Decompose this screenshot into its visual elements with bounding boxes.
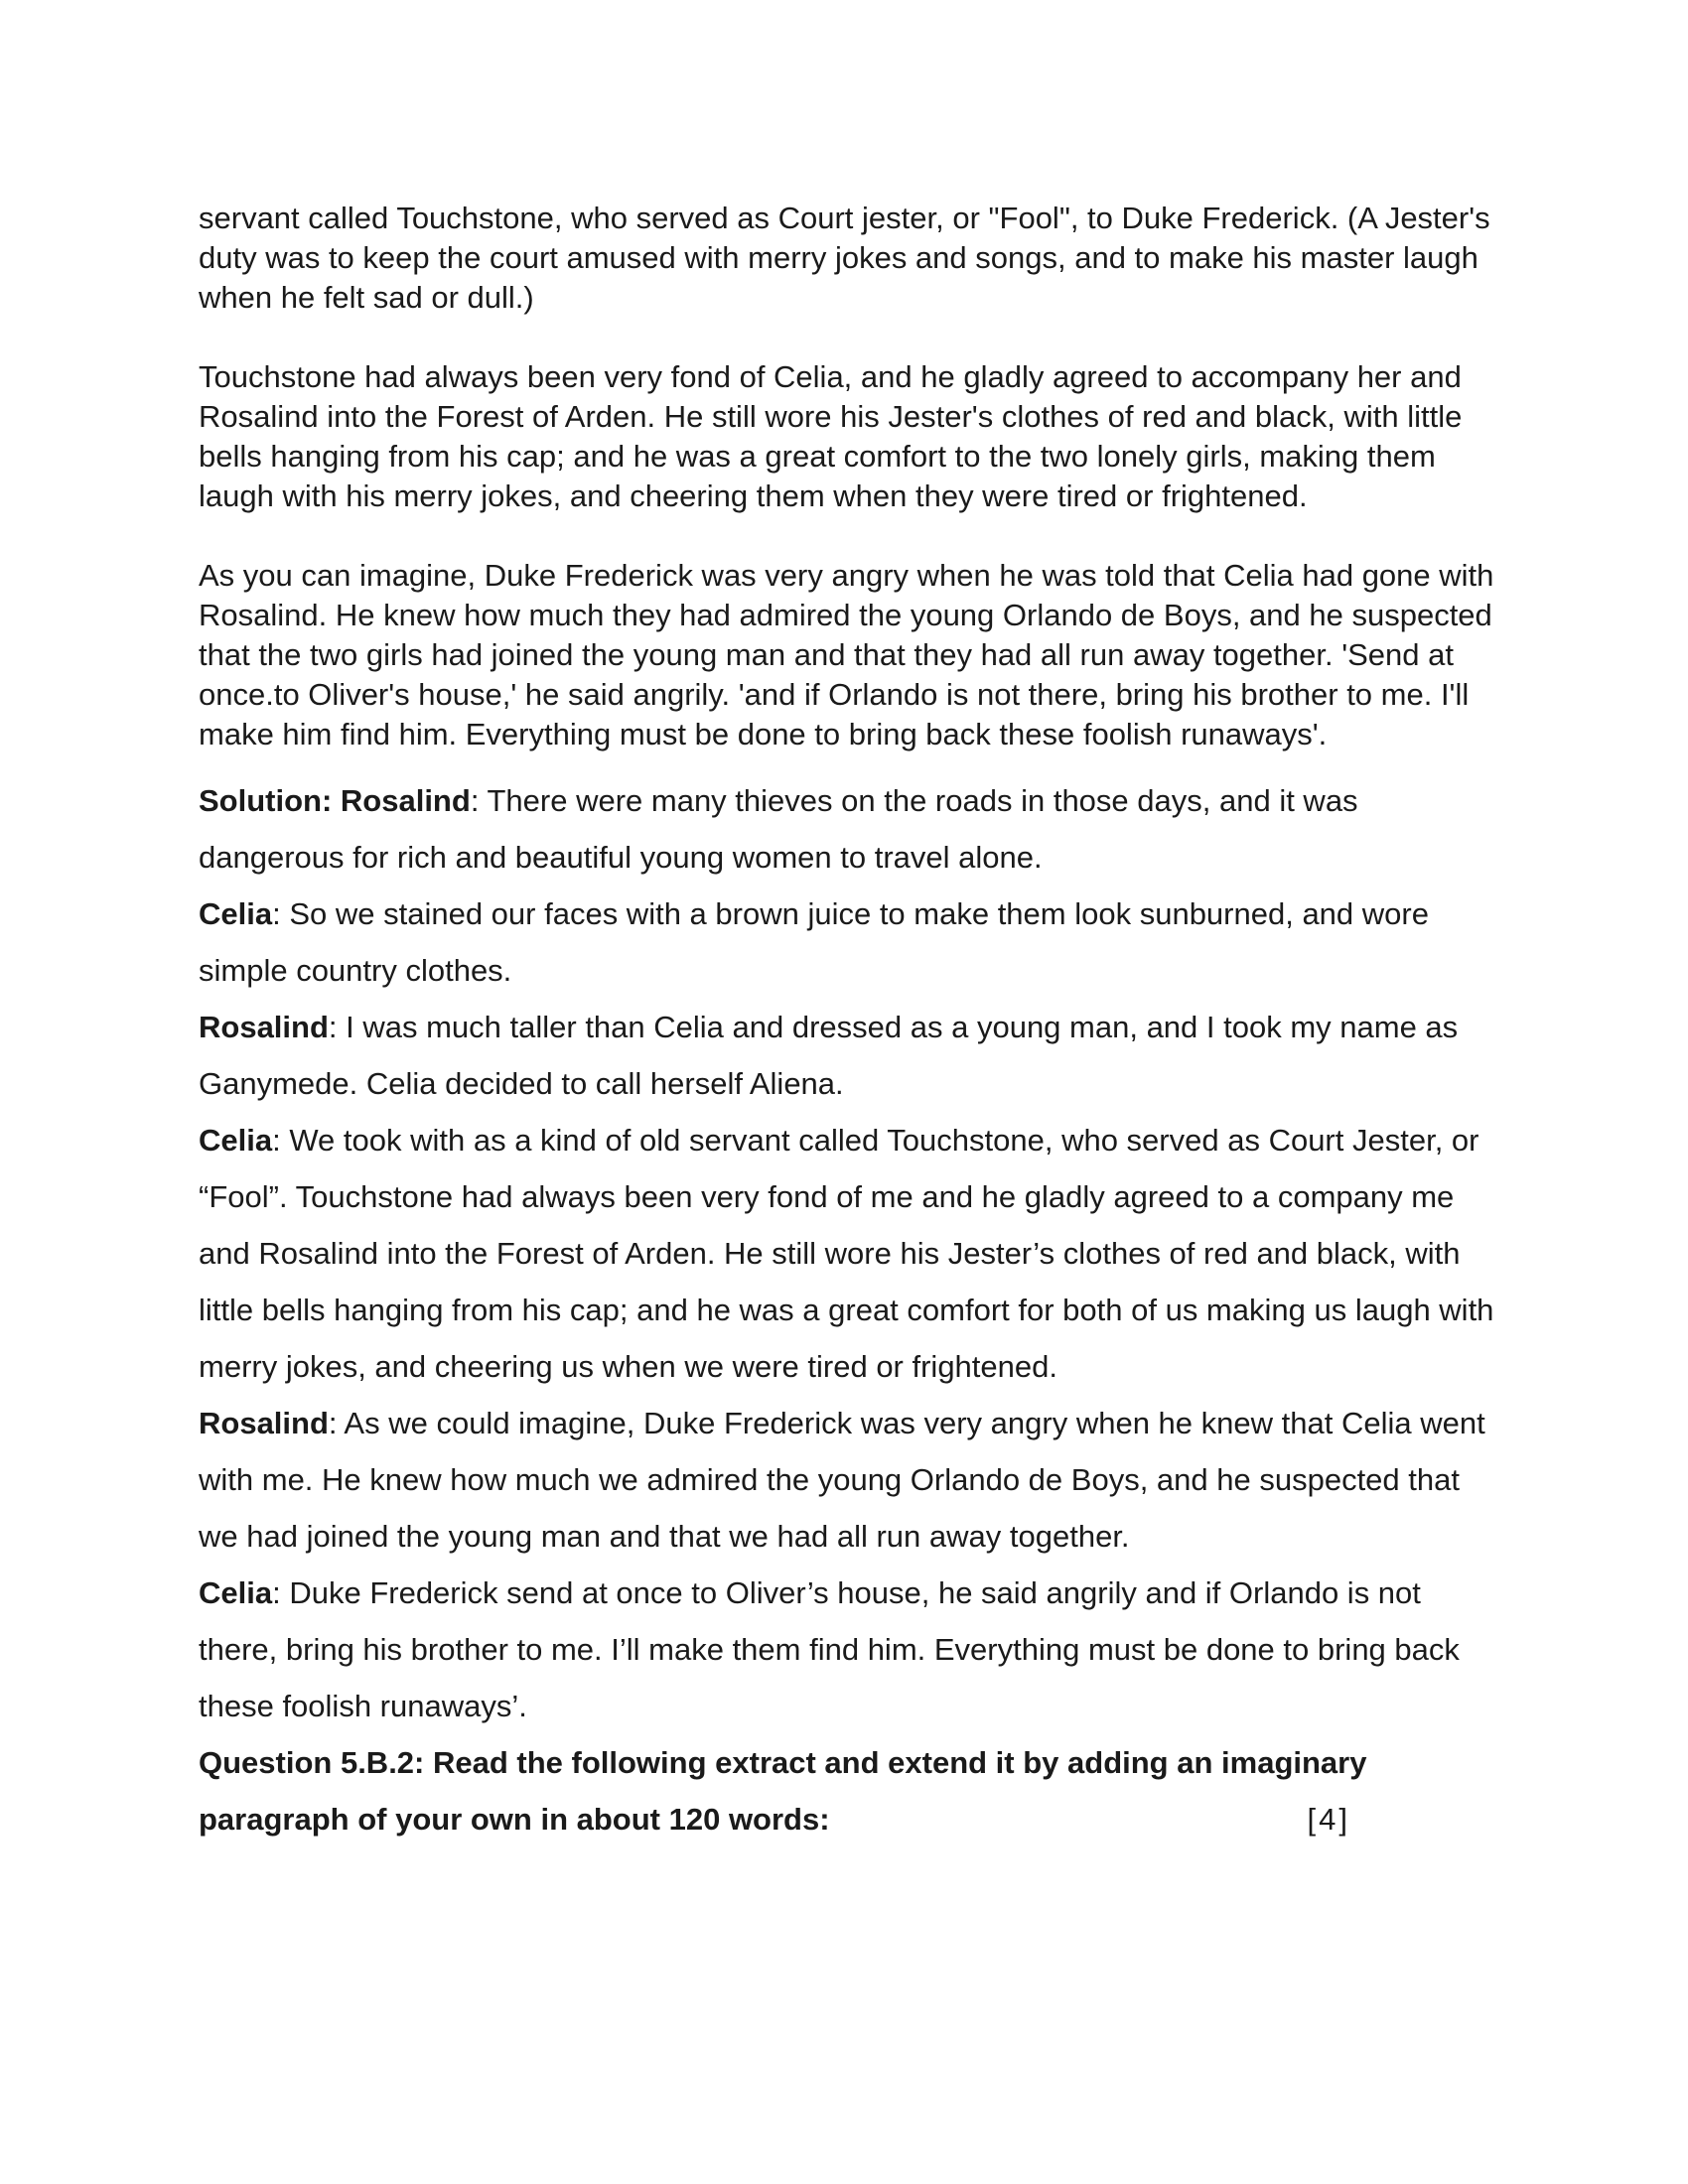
dialogue-text: : As we could imagine, Duke Frederick was very angry when he knew that Celia went with me. He knew how much we admired the young Orlando de Boys, and he suspected that we had joined the young man and that we had all run away together.	[199, 1406, 1485, 1554]
speaker-label: Rosalind	[199, 1010, 329, 1044]
speaker-label: Rosalind	[199, 1406, 329, 1440]
dialogue-line	[199, 772, 1499, 886]
question-heading	[199, 1734, 1499, 1847]
paragraph-touchstone-fond: Touchstone had always been very fond of Celia, and he gladly agreed to accompany her and Rosalind into the Forest of Arden. He still wore his Jester's clothes of red and black, with little bells hanging from his cap; and he was a great comfort to the two lonely girls, making them laugh with his merry jokes, and cheering them when they were tired or frightened.	[199, 359, 1463, 513]
question-text: Question 5.B.2: Read the following extract and extend it by adding an imaginary paragraph of your own in about 120 words:	[199, 1745, 1367, 1837]
solution-dialogue	[199, 772, 1499, 1734]
dialogue-text: : I was much taller than Celia and dressed as a young man, and I took my name as Ganymede. Celia decided to call herself Aliena.	[199, 1010, 1459, 1101]
speaker-label: Solution: Rosalind	[199, 783, 471, 818]
dialogue-text: : Duke Frederick send at once to Oliver’s house, he said angrily and if Orlando is not there, bring his brother to me. I’ll make them find him. Everything must be done to bring back these foolish runaways’.	[199, 1575, 1460, 1723]
speaker-label: Celia	[199, 1575, 273, 1610]
dialogue-line	[199, 1112, 1499, 1395]
dialogue-text: : We took with as a kind of old servant called Touchstone, who served as Court Jester, or “Fool”. Touchstone had always been very fond of me and he gladly agreed to a company me and Rosalind into the Forest of Arden. He still wore his Jester’s clothes of red and black, with little bells hanging from his cap; and he was a great comfort for both of us making us laugh with merry jokes, and cheering us when we were tired or frightened.	[199, 1123, 1494, 1384]
paragraph-touchstone-intro: servant called Touchstone, who served as Court jester, or "Fool", to Duke Frederick. (A Jester's duty was to keep the court amused with merry jokes and songs, and to make his master laugh when he felt sad or dull.)	[199, 201, 1490, 315]
dialogue-line	[199, 886, 1499, 999]
dialogue-line	[199, 1565, 1499, 1734]
document-page	[199, 199, 1499, 1847]
dialogue-line	[199, 999, 1499, 1112]
dialogue-text: : So we stained our faces with a brown juice to make them look sunburned, and wore simple country clothes.	[199, 896, 1429, 988]
dialogue-line	[199, 1395, 1499, 1565]
speaker-label: Celia	[199, 1123, 273, 1158]
marks-label: [4]	[1307, 1802, 1350, 1837]
dialogue-text: : There were many thieves on the roads in those days, and it was dangerous for rich and beautiful young women to travel alone.	[199, 783, 1358, 875]
paragraph-duke-angry: As you can imagine, Duke Frederick was very angry when he was told that Celia had gone with Rosalind. He knew how much they had admired the young Orlando de Boys, and he suspected that the two girls had joined the young man and that they had all run away together. 'Send at once.to Oliver's house,' he said angrily. 'and if Orlando is not there, bring his brother to me. I'll make him find him. Everything must be done to bring back these foolish runaways'.	[199, 558, 1494, 751]
speaker-label: Celia	[199, 896, 273, 931]
